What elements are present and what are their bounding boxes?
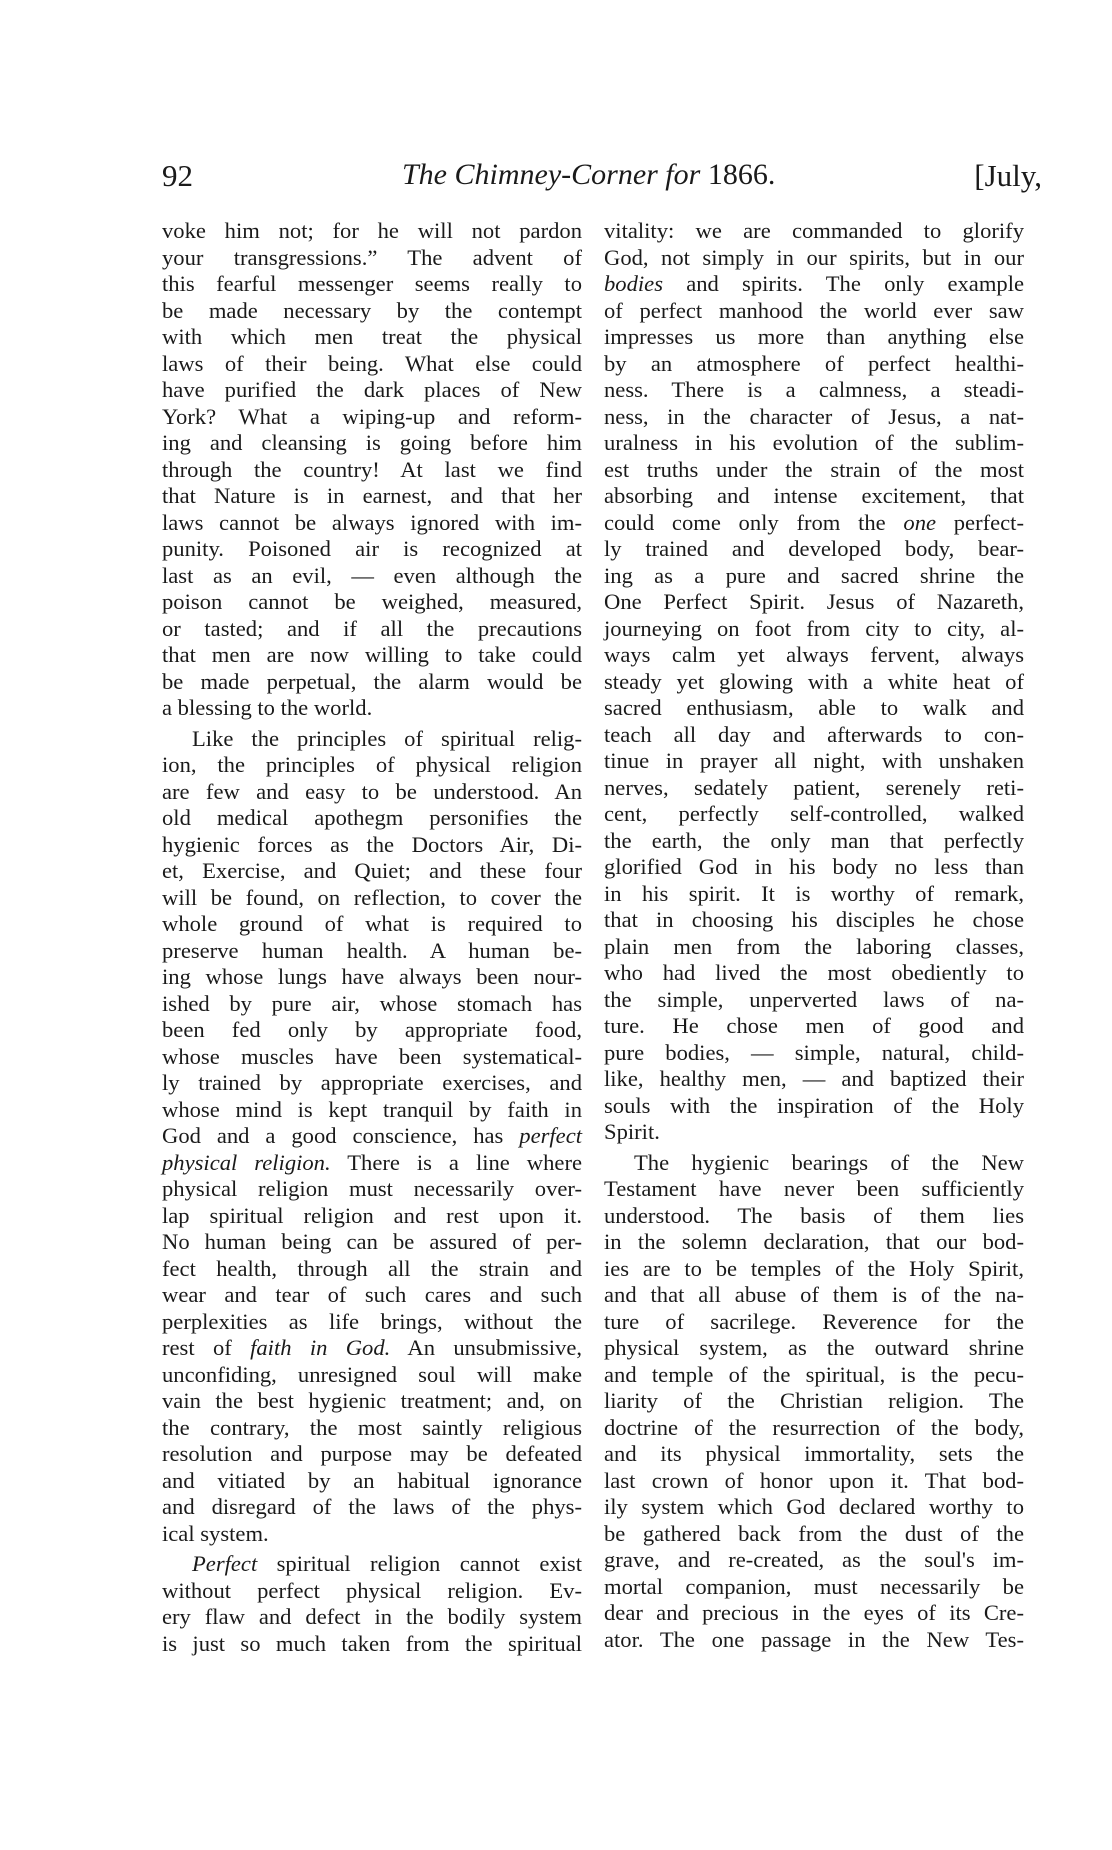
text-line: whole ground of what is required to [162,911,582,936]
text-run: God and a good conscience, has [162,1123,520,1148]
text-line: without perfect physical religion. Ev- [162,1577,582,1603]
text-line: voke him not; for he will not pardon [162,218,582,243]
text-line: who had lived the most obediently to [604,960,1024,985]
running-title-year: 1866. [707,158,776,191]
text-line: physical religion must necessarily over- [162,1176,582,1201]
text-run: rest of [162,1335,251,1360]
text-line: cent, perfectly self-controlled, walked [604,801,1024,826]
text-line: last crown of honor upon it. That bod- [604,1467,1024,1493]
text-line: plain men from the laboring classes, [604,933,1024,959]
text-line: by an atmosphere of perfect healthi- [604,350,1024,376]
text-line: a blessing to the world. [162,695,373,720]
text-line: physical system, as the outward shrine [604,1335,1024,1360]
text-line: be made necessary by the contempt [162,297,582,323]
text-line: with which men treat the physical [162,324,582,349]
text-line: vain the best hygienic treatment; and, on [162,1388,582,1413]
text-line: fect health, through all the strain and [162,1255,582,1281]
text-line: lap spiritual religion and rest upon it. [162,1202,582,1228]
text-line: and vitiated by an habitual ignorance [162,1467,582,1493]
text-line [162,1123,582,1150]
text-line [604,510,1024,537]
text-line: ture of sacrilege. Reverence for the [604,1308,1024,1334]
text-line: teach all day and afterwards to con- [604,721,1024,747]
running-month: [July, [974,158,1042,193]
left-column [162,218,582,1657]
text-line: understood. The basis of them lies [604,1202,1024,1228]
text-line: et, Exercise, and Quiet; and these four [162,858,582,883]
text-line [604,271,1024,298]
text-line: is just so much taken from the spiritual [162,1630,582,1656]
text-line: the contrary, the most saintly religious [162,1414,582,1440]
text-line: No human being can be assured of per- [162,1229,582,1254]
text-line: ing whose lungs have always been nour- [162,964,582,989]
text-line: punity. Poisoned air is recognized at [162,536,582,561]
text-line: through the country! At last we find [162,456,582,482]
text-line: and its physical immortality, sets the [604,1441,1024,1466]
text-line: poison cannot be weighed, measured, [162,589,582,614]
italic-run: physical religion. [162,1149,331,1175]
text-line: liarity of the Christian religion. The [604,1388,1024,1413]
text-line: ator. The one passage in the New Tes- [604,1626,1024,1652]
text-line: be gathered back from the dust of the [604,1520,1024,1546]
text-line: York? What a wiping-up and reform- [162,403,582,429]
running-title-text: The Chimney-Corner for [402,158,701,191]
text-line: The hygienic bearings of the New [634,1149,1024,1175]
text-line: laws of their being. What else could [162,350,582,376]
text-line: ing as a pure and sacred shrine the [604,562,1024,588]
text-run: spiritual religion cannot exist [257,1551,582,1576]
text-line: ical system. [162,1520,269,1546]
text-line: ery flaw and defect in the bodily system [162,1604,582,1629]
text-line: will be found, on reflection, to cover the [162,884,582,910]
text-line: this fearful messenger seems really to [162,271,582,296]
text-line: be made perpetual, the alarm would be [162,668,582,694]
text-line: perplexities as life brings, without the [162,1308,582,1334]
text-line: whose mind is kept tranquil by faith in [162,1096,582,1122]
italic-run: bodies [604,271,663,296]
text-line: ies are to be temples of the Holy Spirit, [604,1255,1024,1281]
text-line: grave, and re-created, as the soul's im- [604,1547,1024,1572]
text-line: and disregard of the laws of the phys- [162,1494,582,1519]
text-line: Spirit. [604,1119,660,1144]
text-line: or tasted; and if all the precautions [162,615,582,641]
text-line: ished by pure air, whose stomach has [162,990,582,1016]
text-run: perfect- [936,509,1024,535]
text-line: souls with the inspiration of the Holy [604,1092,1024,1118]
text-line: tinue in prayer all night, with unshaken [604,748,1024,773]
text-line: of perfect manhood the world ever saw [604,297,1024,323]
text-line: dear and precious in the eyes of its Cre- [604,1600,1024,1625]
text-line: impresses us more than anything else [604,324,1024,349]
text-line: ture. He chose men of good and [604,1013,1024,1038]
text-line: that men are now willing to take could [162,642,582,667]
text-line: uralness in his evolution of the sublim- [604,430,1024,455]
text-line: preserve human health. A human be- [162,937,582,963]
text-line: sacred enthusiasm, able to walk and [604,695,1024,720]
text-line: have purified the dark places of New [162,377,582,402]
text-line: ion, the principles of physical religion [162,752,582,777]
text-line: in the solemn declaration, that our bod- [604,1229,1024,1254]
text-line: One Perfect Spirit. Jesus of Nazareth, [604,589,1024,614]
text-line: ily system which God declared worthy to [604,1494,1024,1519]
text-line: ly trained by appropriate exercises, and [162,1070,582,1095]
text-line: glorified God in his body no less than [604,854,1024,879]
italic-run: one [903,509,937,535]
text-line: last as an evil, — even although the [162,562,582,588]
text-run: could come only from the [604,509,904,535]
text-line: wear and tear of such cares and such [162,1282,582,1307]
right-column [604,218,1024,1653]
text-line: absorbing and intense excitement, that [604,483,1024,508]
text-run: and spirits. The only example [663,271,1024,296]
text-line: whose muscles have been systematical- [162,1043,582,1069]
text-line: in his spirit. It is worthy of remark, [604,880,1024,906]
text-line: laws cannot be always ignored with im- [162,509,582,535]
text-line: mortal companion, must necessarily be [604,1573,1024,1599]
text-line: old medical apothegm personifies the [162,805,582,830]
text-line: that Nature is in earnest, and that her [162,483,582,508]
text-line: and temple of the spiritual, is the pecu- [604,1361,1024,1387]
text-line: ing and cleansing is going before him [162,430,582,455]
text-line: ness. There is a calmness, a steadi- [604,377,1024,402]
page-number: 92 [162,158,193,193]
italic-run: perfect [519,1123,582,1148]
text-line: your transgressions.” The advent of [162,244,582,270]
text-line: been fed only by appropriate food, [162,1017,582,1042]
text-line: ly trained and developed body, bear- [604,536,1024,561]
text-line: ways calm yet always fervent, always [604,642,1024,667]
running-title [402,158,775,192]
text-run: An unsubmissive, [390,1335,582,1360]
text-line: est truths under the strain of the most [604,456,1024,482]
text-line: the simple, unperverted laws of na- [604,986,1024,1012]
text-line: that in choosing his disciples he chose [604,907,1024,932]
text-line: pure bodies, — simple, natural, child- [604,1039,1024,1065]
text-line: God, not simply in our spirits, but in our [604,244,1024,270]
text-line [162,1335,582,1362]
page-header [162,158,1042,198]
text-line: Like the principles of spiritual relig- [192,725,582,751]
text-line: are few and easy to be understood. An [162,778,582,804]
text-line: the earth, the only man that perfectly [604,827,1024,853]
text-line: and that all abuse of them is of the na- [604,1282,1024,1307]
text-line: doctrine of the resurrection of the body, [604,1414,1024,1440]
text-line: ness, in the character of Jesus, a nat- [604,403,1024,429]
text-line [162,1551,582,1578]
text-line: Testament have never been sufficiently [604,1176,1024,1201]
italic-run: Perfect [192,1551,258,1576]
text-line: resolution and purpose may be defeated [162,1441,582,1466]
text-line: hygienic forces as the Doctors Air, Di- [162,831,582,857]
text-line: like, healthy men, — and baptized their [604,1066,1024,1091]
text-line [162,1150,582,1177]
italic-run: faith in God. [250,1335,391,1360]
text-line: nerves, sedately patient, serenely reti- [604,774,1024,800]
text-line: vitality: we are commanded to glorify [604,218,1024,243]
text-line: unconfiding, unresigned soul will make [162,1361,582,1387]
text-line: journeying on foot from city to city, al- [604,615,1024,641]
text-line: steady yet glowing with a white heat of [604,668,1024,694]
text-run: There is a line where [330,1149,583,1175]
